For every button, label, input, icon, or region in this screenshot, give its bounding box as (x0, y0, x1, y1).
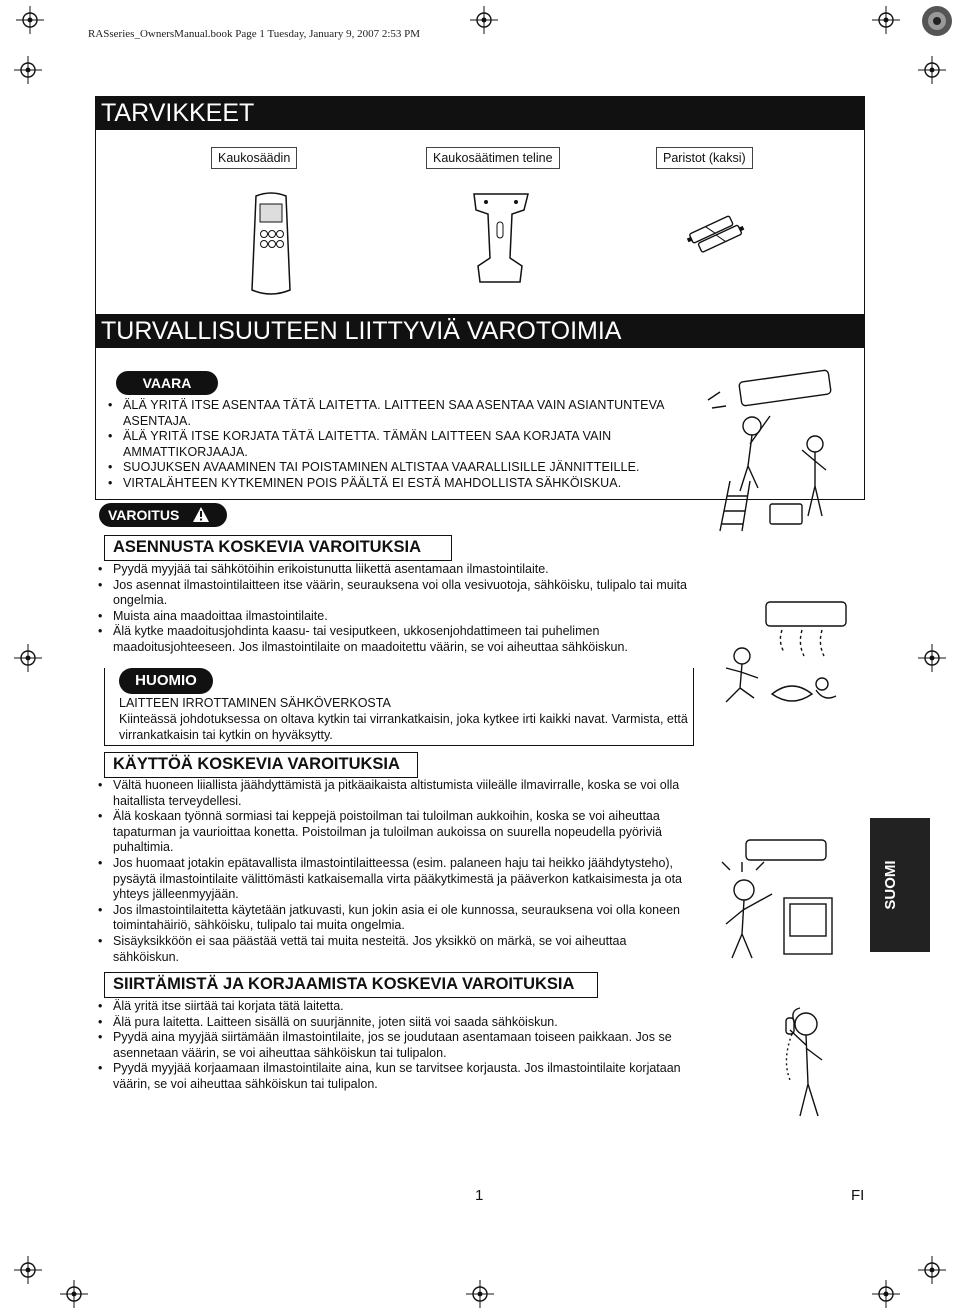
warning-badge (99, 503, 227, 527)
person-on-phone-illustration (756, 1000, 846, 1120)
install-title: ASENNUSTA KOSKEVIA VAROITUKSIA (104, 535, 452, 561)
registration-mark-icon (466, 1280, 494, 1308)
language-tab-label: SUOMI (882, 860, 899, 910)
safety-title: TURVALLISUUTEEN LIITTYVIÄ VAROTOIMIA (95, 314, 865, 348)
registration-mark-icon (872, 6, 900, 34)
usage-list (94, 778, 690, 965)
list-item: • VIRTALÄHTEEN KYTKEMINEN POIS PÄÄLTÄ EI ESTÄ MAHDOLLISTA SÄHKÖISKUA. (104, 476, 704, 492)
caution-frame (104, 668, 694, 746)
installer-on-ladder-illustration (700, 366, 850, 536)
list-item: • ÄLÄ YRITÄ ITSE KORJATA TÄTÄ LAITETTA. TÄMÄN LAITTEEN SAA KORJATA VAIN AMMATTIKORJAAJA. (104, 429, 704, 460)
list-item: • Muista aina maadoittaa ilmastointilaite. (94, 609, 694, 625)
registration-mark-icon (16, 6, 44, 34)
caution-heading: LAITTEEN IRROTTAMINEN SÄHKÖVERKOSTA (119, 696, 391, 710)
registration-mark-icon (872, 1280, 900, 1308)
usage-title: KÄYTTÖÄ KOSKEVIA VAROITUKSIA (104, 752, 418, 778)
list-item: • Sisäyksikköön ei saa päästää vettä tai muita nesteitä. Jos yksikkö on märkä, se voi aiheuttaa sähköiskun. (94, 934, 690, 965)
accessory-holder-label: Kaukosäätimen teline (426, 147, 560, 169)
color-wheel-mark-icon (920, 4, 954, 38)
install-list (94, 562, 694, 656)
list-item: • Jos asennat ilmastointilaitteen itse väärin, seurauksena voi olla vesivuotoja, sähköisku, tulipalo tai muita ongelmia. (94, 578, 694, 609)
list-item: • Älä pura laitetta. Laitteen sisällä on suurjännite, joten siitä voi saada sähköiskun. (94, 1015, 690, 1031)
accessory-batteries-label: Paristot (kaksi) (656, 147, 753, 169)
list-item: • SUOJUKSEN AVAAMINEN TAI POISTAMINEN ALTISTAA VAARALLISILLE JÄNNITTEILLE. (104, 460, 704, 476)
registration-mark-icon (918, 644, 946, 672)
warning-badge-label: VAROITUS (108, 507, 180, 523)
accessories-frame (95, 130, 865, 316)
list-item: • Jos ilmastointilaitetta käytetään jatkuvasti, kun jokin asia ei ole kunnossa, seurauksena voi olla koneen toimintahäiriö, sähköisku, tulipalo tai muita ongelmia. (94, 903, 690, 934)
language-code: FI (851, 1187, 865, 1204)
registration-mark-icon (918, 56, 946, 84)
caution-text: Kiinteässä johdotuksessa on oltava kytkin tai virrankatkaisin, joka kytkee irti kaikki navat. Varmista, että virrankatkaisin tai kytkin on hyväksytty. (119, 712, 688, 742)
danger-list (104, 398, 704, 492)
language-tab (870, 818, 930, 952)
remote-holder-icon (466, 188, 536, 288)
warning-triangle-icon (192, 506, 210, 523)
list-item: • Pyydä aina myyjää siirtämään ilmastointilaite, jos se joudutaan asentamaan toiseen paikkaan. Jos se asennetaan väärin, se voi aiheuttaa sähköiskun tai tulipalon. (94, 1030, 690, 1061)
accessory-remote-label: Kaukosäädin (211, 147, 297, 169)
print-header: RASseries_OwnersManual.book Page 1 Tuesday, January 9, 2007 2:53 PM (88, 28, 421, 40)
list-item: • Älä kytke maadoitusjohdinta kaasu- tai vesiputkeen, ukkosenjohdattimeen tai puhelimen maadoitusjohteeseen. Jos ilmastointilaite on maadoitettu väärin, se voi aiheuttaa sähköiskun. (94, 624, 694, 655)
accessories-title: TARVIKKEET (95, 96, 865, 130)
list-item: • Pyydä myyjää tai sähkötöihin erikoistunutta liikettä asentamaan ilmastointilaite. (94, 562, 694, 578)
registration-mark-icon (918, 1256, 946, 1284)
remote-control-icon (246, 190, 296, 300)
registration-mark-icon (14, 56, 42, 84)
indoor-unit-cold-air-illustration (712, 598, 862, 718)
list-item: • ÄLÄ YRITÄ ITSE ASENTAA TÄTÄ LAITETTA. LAITTEEN SAA ASENTAA VAIN ASIANTUNTEVA ASENTAJA. (104, 398, 704, 429)
registration-mark-icon (14, 1256, 42, 1284)
registration-mark-icon (14, 644, 42, 672)
batteries-icon (686, 215, 746, 255)
list-item: • Pyydä myyjää korjaamaan ilmastointilaite aina, kun se tarvitsee korjausta. Jos ilmastointilaite korjataan väärin, se voi aiheuttaa sähköiskun tai tulipalon. (94, 1061, 690, 1092)
moving-list (94, 999, 690, 1093)
moving-title: SIIRTÄMISTÄ JA KORJAAMISTA KOSKEVIA VAROITUKSIA (104, 972, 598, 998)
list-item: • Älä yritä itse siirtää tai korjata tätä laitetta. (94, 999, 690, 1015)
list-item: • Jos huomaat jotakin epätavallista ilmastointilaitteessa (esim. palaneen haju tai heikko jäähdytysteho), pysäytä ilmastointilaite välittömästi katkaisemalla virta pääkytkimestä ja pääverkon katkaisimesta ja ota yhteys jälleenmyyjään. (94, 856, 690, 903)
registration-mark-icon (60, 1280, 88, 1308)
child-touching-unit-illustration (712, 834, 842, 964)
registration-mark-icon (470, 6, 498, 34)
danger-badge: VAARA (116, 371, 218, 395)
list-item: • Vältä huoneen liiallista jäähdyttämistä ja pitkäaikaista altistumista viileälle ilmavirralle, koska se voi olla haitallista terveydellesi. (94, 778, 690, 809)
caution-badge: HUOMIO (119, 668, 213, 694)
page-number: 1 (475, 1187, 484, 1204)
list-item: • Älä koskaan työnnä sormiasi tai keppejä poistoilman tai tuloilman aukkoihin, koska se voi aiheuttaa tapaturman ja vaurioittaa konetta. Poistoilman ja tuloilman aukoissa on suurella nopeudella pyöriviä puhaltimia. (94, 809, 690, 856)
